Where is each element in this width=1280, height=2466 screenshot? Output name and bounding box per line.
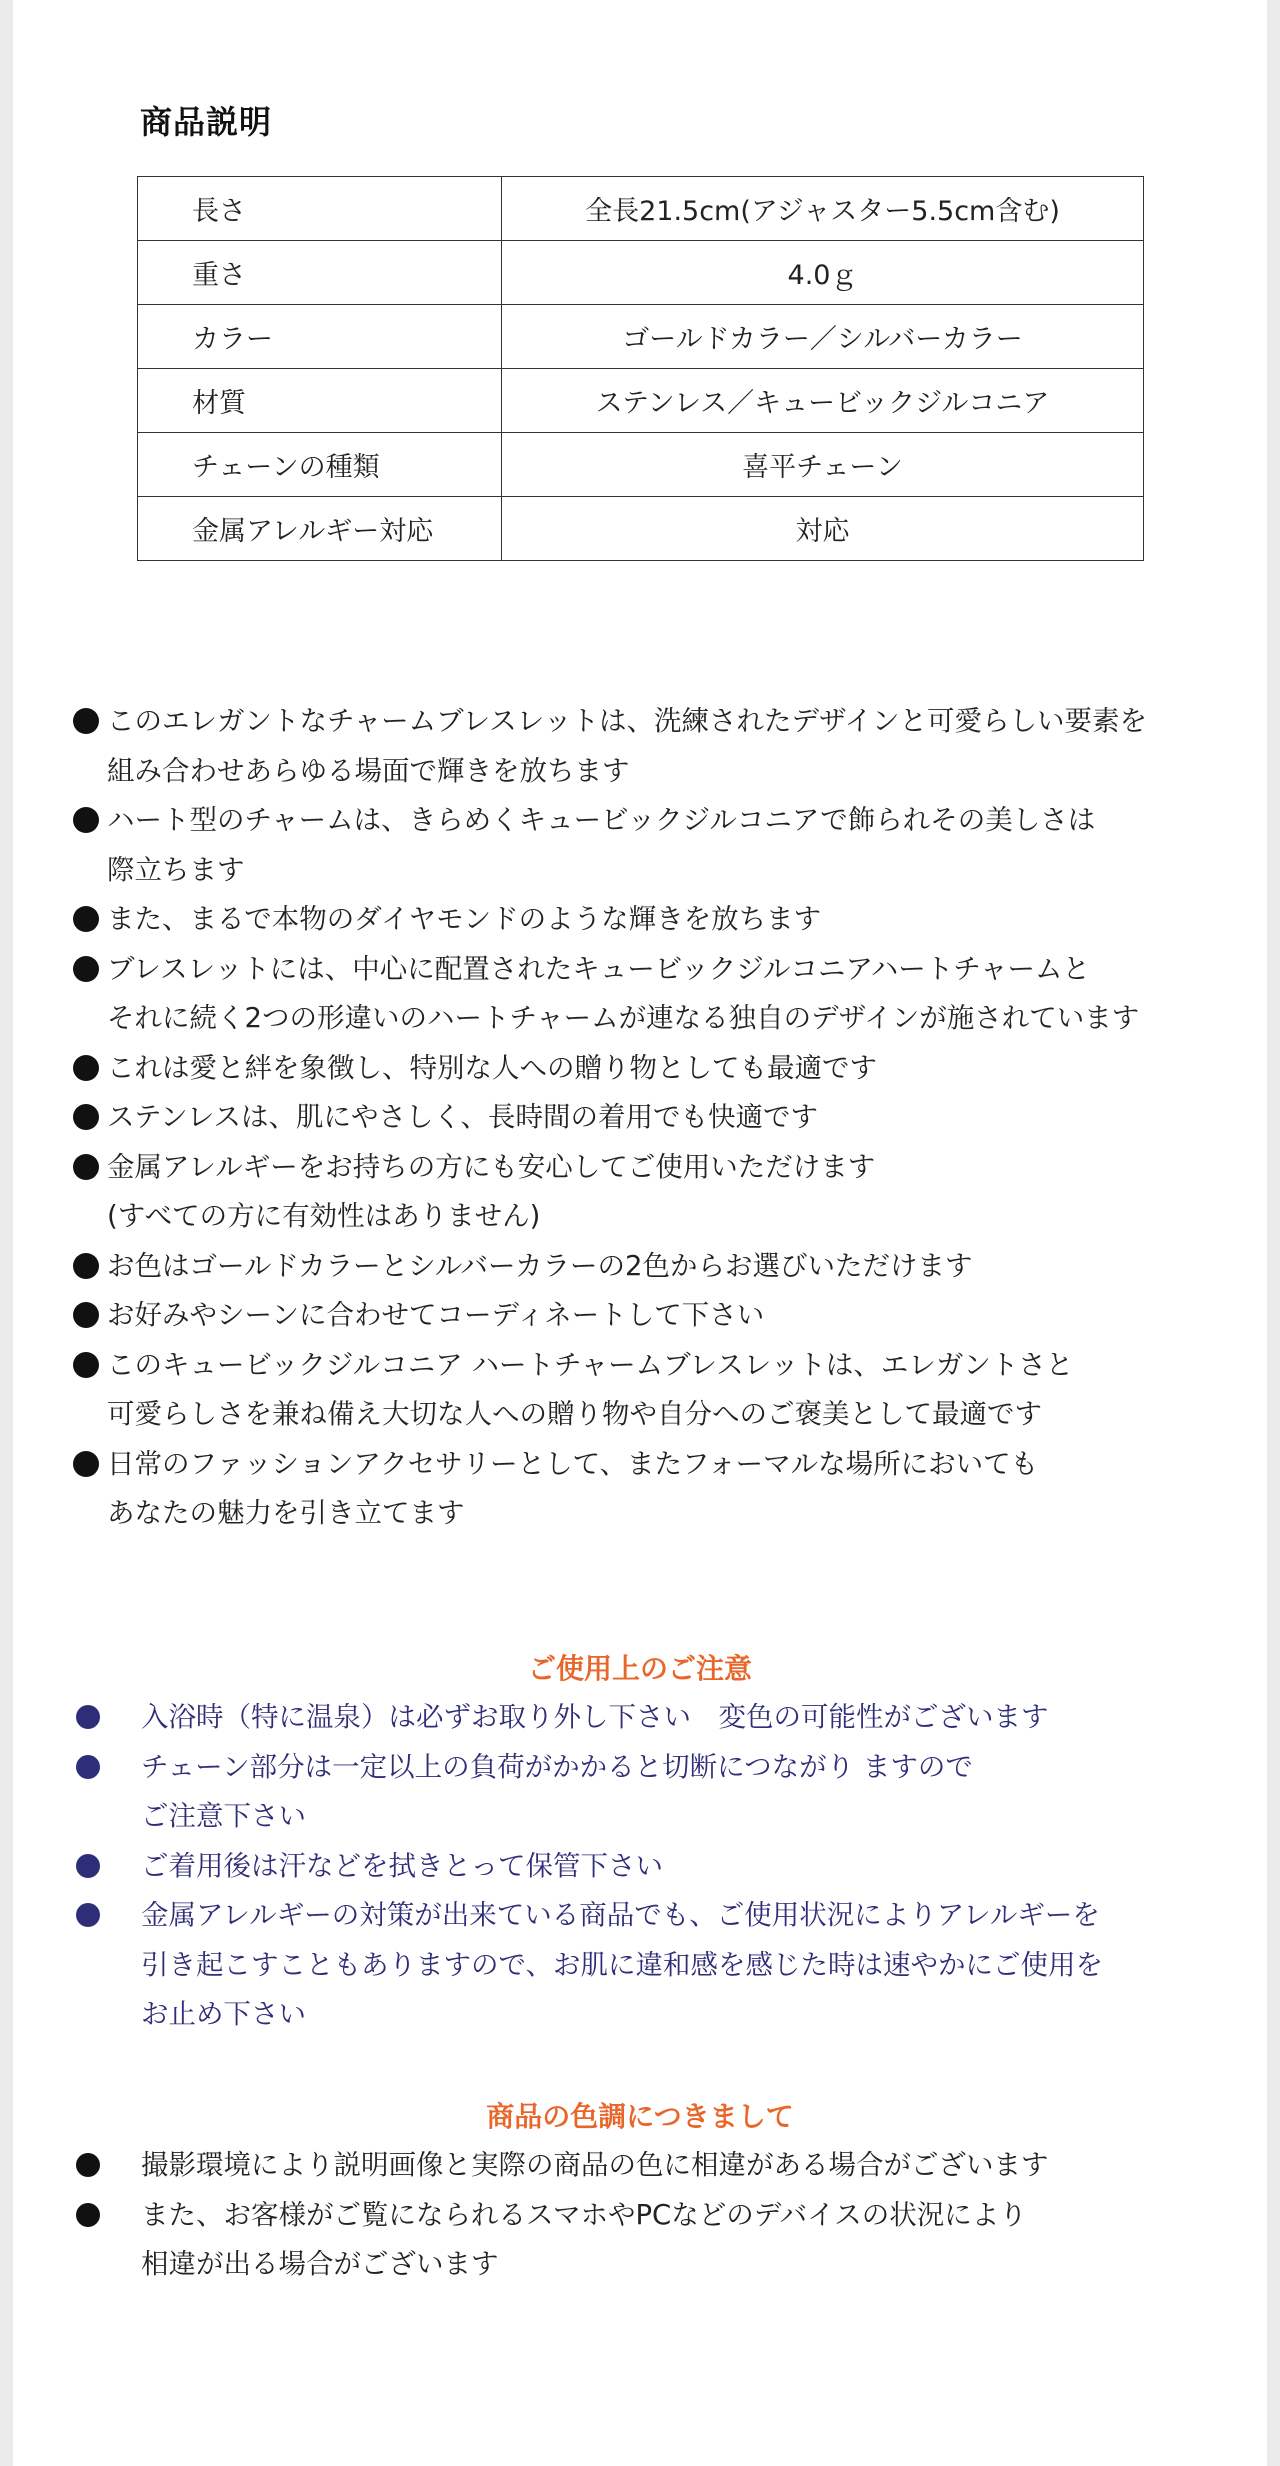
feature-text: ステンレスは、肌にやさしく、長時間の着用でも快適です: [107, 1101, 819, 1133]
spec-label: 材質: [138, 369, 502, 433]
spec-row: [138, 305, 1144, 369]
feature-item: [73, 697, 1253, 796]
bullet-icon: [73, 1352, 99, 1378]
feature-text: これは愛と絆を象徴し、特別な人への贈り物としても最適です: [107, 1051, 877, 1084]
spec-value: ステンレス／キュービックジルコニア: [502, 369, 1144, 433]
feature-item: [73, 796, 1253, 895]
notice-text: また、お客様がご覧になられるスマホやPCなどのデバイスの状況により 相違が出る場合がございます: [141, 2198, 1027, 2280]
notice-item: [76, 2191, 1226, 2290]
spec-label: 重さ: [138, 241, 502, 305]
feature-item: [73, 1044, 1253, 1094]
spec-label: 金属アレルギー対応: [138, 497, 502, 561]
notice-text: チェーン部分は一定以上の負荷がかかると切断につながり ますので ご注意下さい: [141, 1750, 973, 1832]
section-title: 商品説明: [140, 103, 273, 141]
feature-text: お好みやシーンに合わせてコーディネートして下さい: [107, 1299, 765, 1331]
bullet-icon: [73, 956, 99, 982]
spec-value: 喜平チェーン: [502, 433, 1144, 497]
feature-list: [73, 697, 1253, 1539]
spec-label: 長さ: [138, 177, 502, 241]
bullet-icon: [73, 906, 99, 932]
feature-item: [73, 1143, 1253, 1242]
feature-item: [73, 1093, 1253, 1143]
feature-text: ハート型のチャームは、きらめくキュービックジルコニアで飾られその美しさは 際立ちます: [107, 804, 1096, 886]
feature-item: [73, 1291, 1253, 1341]
bullet-icon: [76, 1903, 100, 1927]
feature-item: [73, 895, 1253, 945]
bullet-icon: [76, 1854, 100, 1878]
spec-value: 対応: [502, 497, 1144, 561]
spec-row: [138, 369, 1144, 433]
bullet-icon: [73, 1104, 99, 1130]
bullet-icon: [73, 1451, 99, 1477]
spec-row: [138, 497, 1144, 561]
notice-item: [76, 1693, 1226, 1743]
spec-row: [138, 177, 1144, 241]
usage-notice-list: [76, 1693, 1226, 2040]
spec-label: カラー: [138, 305, 502, 369]
feature-text: このキュービックジルコニア ハートチャームブレスレットは、エレガントさと 可愛らしさを兼ね備え大切な人への贈り物や自分へのご褒美として最適です: [107, 1348, 1074, 1430]
bullet-icon: [73, 1055, 99, 1081]
spec-table: [137, 176, 1144, 561]
notice-item: [76, 1842, 1226, 1892]
usage-notice-title: ご使用上のご注意: [527, 1652, 752, 1685]
notice-text: 撮影環境により説明画像と実際の商品の色に相違がある場合がございます: [141, 2149, 1049, 2181]
feature-text: 金属アレルギーをお持ちの方にも安心してご使用いただけます (すべての方に有効性はありません): [107, 1150, 876, 1232]
spec-value: 全長21.5cm(アジャスター5.5cm含む): [502, 177, 1144, 241]
feature-text: お色はゴールドカラーとシルバーカラーの2色からお選びいただけます: [107, 1249, 973, 1282]
bullet-icon: [76, 1705, 100, 1729]
bullet-icon: [76, 2203, 100, 2227]
color-notice-list: [76, 2141, 1226, 2290]
notice-item: [76, 2141, 1226, 2191]
notice-item: [76, 1891, 1226, 2040]
feature-text: また、まるで本物のダイヤモンドのような輝きを放ちます: [107, 903, 822, 935]
color-notice-title: 商品の色調につきまして: [486, 2100, 794, 2133]
bullet-icon: [73, 1154, 99, 1180]
bullet-icon: [76, 1755, 100, 1779]
feature-item: [73, 1341, 1253, 1440]
feature-item: [73, 1440, 1253, 1539]
spec-value: ゴールドカラー／シルバーカラー: [502, 305, 1144, 369]
notice-item: [76, 1743, 1226, 1842]
feature-item: [73, 945, 1253, 1044]
notice-text: 入浴時（特に温泉）は必ずお取り外し下さい 変色の可能性がございます: [141, 1701, 1049, 1733]
spec-row: [138, 433, 1144, 497]
spec-value: 4.0ｇ: [502, 241, 1144, 305]
bullet-icon: [76, 2153, 100, 2177]
bullet-icon: [73, 1302, 99, 1328]
feature-text: ブレスレットには、中心に配置されたキュービックジルコニアハートチャームと それに続く2つの形違いのハートチャームが連なる独自のデザインが施されています: [107, 952, 1140, 1034]
notice-text: 金属アレルギーの対策が出来ている商品でも、ご使用状況によりアレルギーを 引き起こすこともありますので、お肌に違和感を感じた時は速やかにご使用を お止め下さい: [141, 1899, 1103, 2030]
bullet-icon: [73, 807, 99, 833]
spec-row: [138, 241, 1144, 305]
feature-text: 日常のファッションアクセサリーとして、またフォーマルな場所においても あなたの魅力を引き立てます: [107, 1447, 1039, 1529]
spec-label: チェーンの種類: [138, 433, 502, 497]
bullet-icon: [73, 1253, 99, 1279]
feature-text: このエレガントなチャームブレスレットは、洗練されたデザインと可愛らしい要素を 組み合わせあらゆる場面で輝きを放ちます: [107, 705, 1148, 787]
bullet-icon: [73, 708, 99, 734]
feature-item: [73, 1242, 1253, 1292]
notice-text: ご着用後は汗などを拭きとって保管下さい: [141, 1849, 663, 1882]
product-description-page: [13, 0, 1267, 2466]
